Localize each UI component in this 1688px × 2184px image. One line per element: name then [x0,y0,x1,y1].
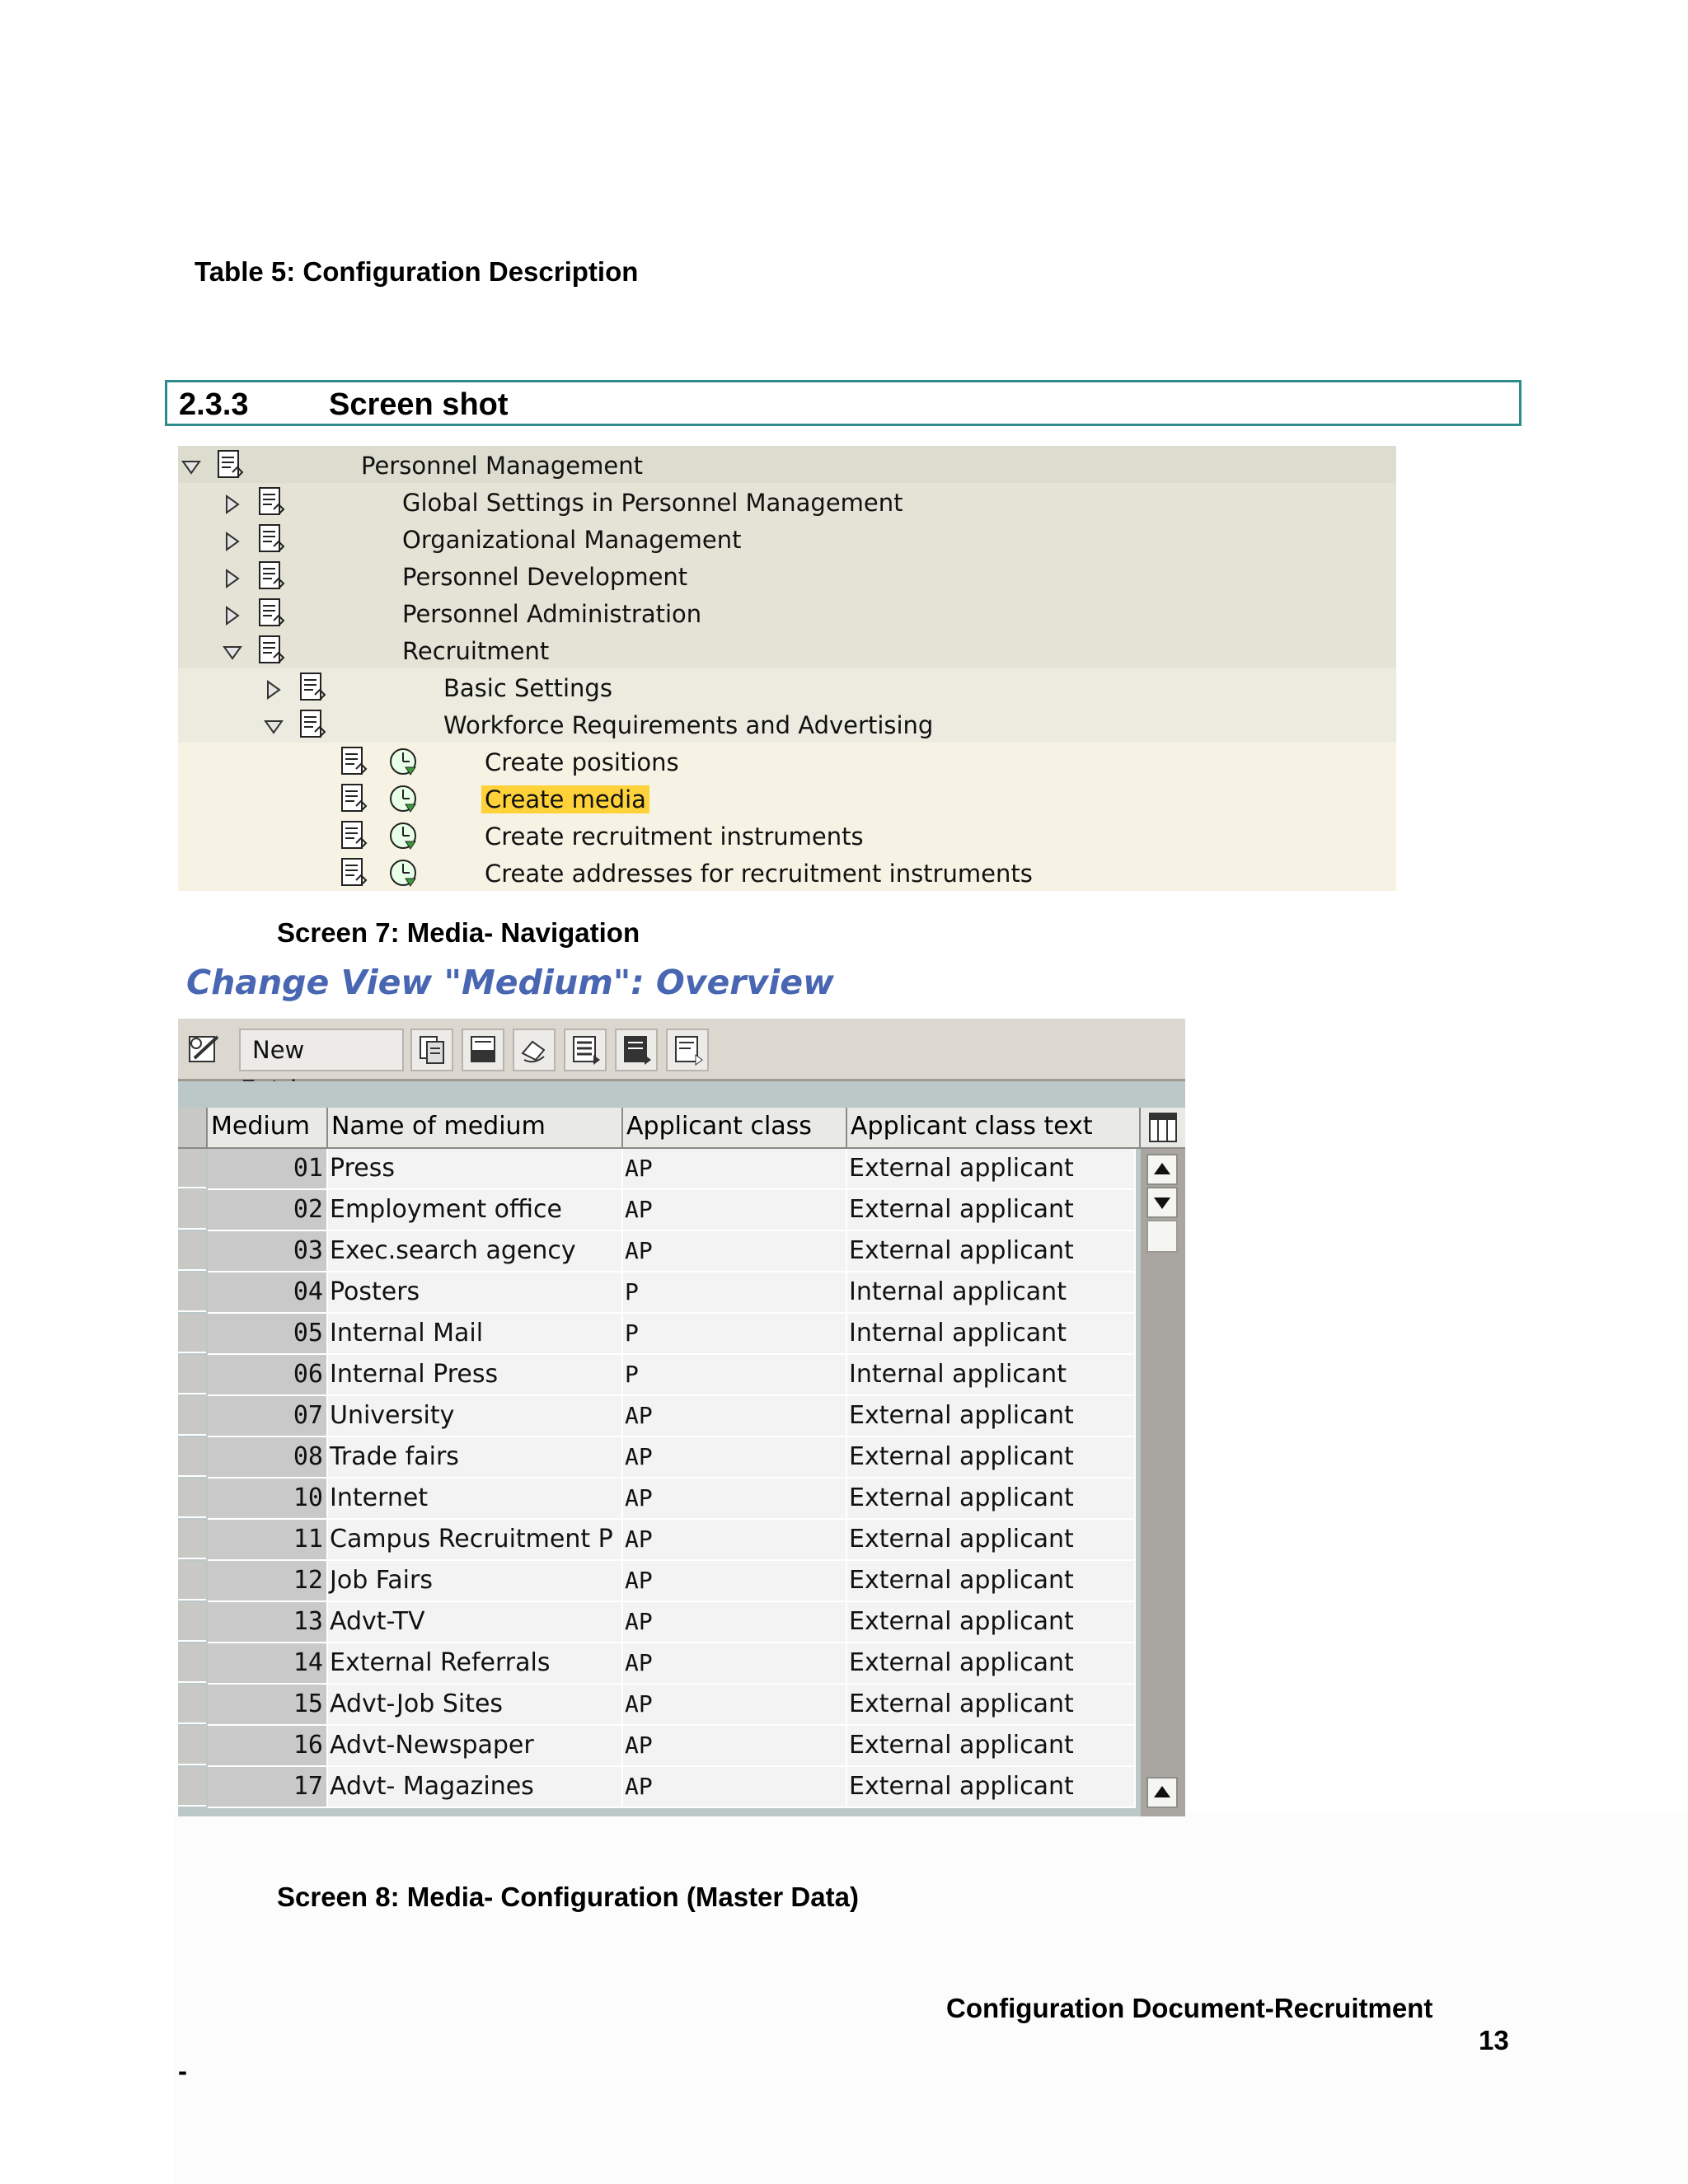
name-of-medium-cell[interactable]: Press [328,1149,623,1190]
applicant-class-text-cell: External applicant [847,1479,1136,1520]
tree-activity-label: Create positions [485,748,679,776]
applicant-class-cell[interactable]: AP [623,1561,847,1602]
document-icon [257,486,287,518]
section-number: 2.3.3 [179,387,249,422]
page-number: 13 [1479,2025,1509,2055]
tree-node-personnel-development[interactable] [178,557,1396,594]
row-selector[interactable] [178,1767,206,1807]
document-icon [340,783,369,814]
name-of-medium-cell[interactable]: Job Fairs [328,1561,623,1602]
column-header-medium[interactable]: Medium [208,1108,328,1149]
tree-node-personnel-management[interactable] [178,446,1396,483]
medium-table [178,1108,1185,1816]
vertical-scrollbar[interactable] [1141,1108,1185,1816]
scroll-down-icon[interactable] [1146,1187,1178,1218]
select-all-icon[interactable] [564,1029,607,1071]
applicant-class-text-cell: External applicant [847,1726,1136,1767]
execute-activity-icon[interactable] [387,783,419,814]
row-selector[interactable] [178,1272,206,1312]
medium-cell: 10 [208,1479,328,1520]
applicant-class-text-cell: External applicant [847,1685,1136,1726]
column-header-applicant-class-text[interactable]: Applicant class text [847,1108,1141,1149]
scroll-thumb[interactable] [1146,1220,1178,1253]
document-icon [257,523,287,555]
medium-cell: 01 [208,1149,328,1190]
tree-node-label: Workforce Requirements and Advertising [443,711,934,739]
name-of-medium-cell[interactable]: Posters [328,1272,623,1314]
collapsed-triangle-icon[interactable] [223,492,242,512]
applicant-class-cell[interactable]: AP [623,1231,847,1272]
select-block-icon[interactable] [615,1029,658,1071]
footer-document-title: Configuration Document-Recruitment [946,1993,1433,2023]
name-of-medium-cell[interactable]: University [328,1396,623,1437]
column-settings-icon[interactable] [1141,1108,1185,1149]
page-background-shade [173,1813,1688,2184]
section-title: Screen shot [329,387,509,422]
applicant-class-text-cell: External applicant [847,1149,1136,1190]
tree-node-label: Recruitment [402,637,550,665]
document-icon [298,709,328,740]
applicant-class-text-cell: External applicant [847,1396,1136,1437]
medium-cell: 08 [208,1437,328,1479]
new-entries-button[interactable] [239,1029,404,1071]
document-icon [340,820,369,851]
tree-node-recruitment[interactable] [178,631,1396,668]
applicant-class-text-cell: External applicant [847,1643,1136,1685]
applicant-class-cell[interactable]: AP [623,1726,847,1767]
section-heading [165,380,1522,426]
application-toolbar [178,1019,1185,1081]
view-title: Change View "Medium": Overview [186,963,834,1002]
name-of-medium-cell[interactable]: Internal Press [328,1355,623,1396]
copy-as-icon[interactable] [410,1029,453,1071]
deselect-all-icon[interactable] [666,1029,709,1071]
document-icon [257,560,287,592]
applicant-class-cell[interactable]: AP [623,1685,847,1726]
expanded-triangle-icon[interactable] [264,715,284,734]
tree-node-global-settings[interactable] [178,483,1396,520]
name-of-medium-cell[interactable]: Advt- Magazines [328,1767,623,1808]
row-selector[interactable] [178,1437,206,1477]
tree-activity-create-positions[interactable] [178,743,1396,780]
collapsed-triangle-icon[interactable] [223,566,242,586]
applicant-class-cell[interactable]: AP [623,1520,847,1561]
name-of-medium-cell[interactable]: Trade fairs [328,1437,623,1479]
execute-activity-icon[interactable] [387,820,419,851]
document-icon [340,857,369,888]
applicant-class-cell[interactable]: AP [623,1602,847,1643]
medium-cell: 07 [208,1396,328,1437]
footer-dash: - [178,2055,187,2086]
tree-node-basic-settings[interactable] [178,668,1396,705]
tree-node-label: Organizational Management [402,526,742,554]
row-selector[interactable] [178,1190,206,1230]
medium-cell: 03 [208,1231,328,1272]
tree-node-organizational-management[interactable] [178,520,1396,557]
medium-cell: 12 [208,1561,328,1602]
document-icon [257,635,287,666]
name-of-medium-cell[interactable]: Campus Recruitment P [328,1520,623,1561]
tree-node-label: Global Settings in Personnel Management [402,489,903,517]
row-selector[interactable] [178,1520,206,1559]
name-of-medium-cell[interactable]: Employment office [328,1190,623,1231]
medium-cell: 15 [208,1685,328,1726]
name-of-medium-cell[interactable]: Advt-Newspaper [328,1726,623,1767]
medium-cell: 06 [208,1355,328,1396]
collapsed-triangle-icon[interactable] [223,529,242,549]
applicant-class-text-cell: External applicant [847,1190,1136,1231]
medium-cell: 02 [208,1190,328,1231]
document-icon [216,449,246,480]
column-header-name-of-medium[interactable]: Name of medium [328,1108,623,1149]
applicant-class-text-cell: External applicant [847,1602,1136,1643]
img-navigation-tree [178,446,1396,899]
medium-cell: 16 [208,1726,328,1767]
undo-change-icon[interactable] [513,1029,556,1071]
applicant-class-text-cell: Internal applicant [847,1355,1136,1396]
row-selector[interactable] [178,1685,206,1724]
tree-node-label: Personnel Management [361,452,643,480]
applicant-class-cell[interactable]: AP [623,1149,847,1190]
applicant-class-cell[interactable]: P [623,1355,847,1396]
applicant-class-text-cell: Internal applicant [847,1272,1136,1314]
applicant-class-cell[interactable]: AP [623,1479,847,1520]
name-of-medium-cell[interactable]: Advt-TV [328,1602,623,1643]
tree-activity-label: Create addresses for recruitment instruments [485,860,1033,888]
row-selector[interactable] [178,1314,206,1353]
document-icon [257,598,287,629]
tree-node-personnel-administration[interactable] [178,594,1396,631]
tree-node-label: Personnel Development [402,563,688,591]
medium-cell: 17 [208,1767,328,1808]
row-selector[interactable] [178,1231,206,1271]
row-selector[interactable] [178,1602,206,1642]
new-entries-label: New [252,1036,305,1064]
applicant-class-text-cell: External applicant [847,1767,1136,1808]
tree-activity-create-media[interactable] [178,780,1396,817]
name-of-medium-cell[interactable]: Internet [328,1479,623,1520]
applicant-class-cell[interactable]: AP [623,1767,847,1808]
row-selector[interactable] [178,1643,206,1683]
applicant-class-cell[interactable]: AP [623,1643,847,1685]
applicant-class-text-cell: External applicant [847,1437,1136,1479]
tree-node-label: Personnel Administration [402,600,702,628]
tree-node-workforce-requirements[interactable] [178,705,1396,743]
expanded-triangle-icon[interactable] [181,455,201,475]
execute-activity-icon[interactable] [387,857,419,888]
document-icon [340,746,369,777]
row-selector[interactable] [178,1561,206,1601]
name-of-medium-cell[interactable]: Exec.search agency [328,1231,623,1272]
screen8-caption: Screen 8: Media- Configuration (Master Data) [277,1882,859,1912]
medium-cell: 04 [208,1272,328,1314]
tree-activity-label: Create recruitment instruments [485,823,864,851]
applicant-class-cell[interactable]: P [623,1314,847,1355]
applicant-class-text-cell: External applicant [847,1561,1136,1602]
document-icon [298,672,328,703]
medium-cell: 13 [208,1602,328,1643]
applicant-class-text-cell: External applicant [847,1231,1136,1272]
tree-activity-create-recruitment-instruments[interactable] [178,817,1396,854]
screen7-caption: Screen 7: Media- Navigation [277,917,640,948]
medium-cell: 14 [208,1643,328,1685]
applicant-class-cell[interactable]: AP [623,1396,847,1437]
tree-activity-create-addresses[interactable] [178,854,1396,891]
tree-activity-label-selected: Create media [481,785,649,813]
name-of-medium-cell[interactable]: Internal Mail [328,1314,623,1355]
tree-node-label: Basic Settings [443,674,612,702]
scroll-up-icon[interactable] [1146,1154,1178,1185]
applicant-class-cell[interactable]: P [623,1272,847,1314]
row-selector[interactable] [178,1355,206,1394]
applicant-class-text-cell: External applicant [847,1520,1136,1561]
display-change-icon[interactable] [183,1029,226,1071]
column-header-applicant-class[interactable]: Applicant class [623,1108,847,1149]
applicant-class-cell[interactable]: AP [623,1190,847,1231]
collapsed-triangle-icon[interactable] [223,603,242,623]
applicant-class-text-cell: Internal applicant [847,1314,1136,1355]
execute-activity-icon[interactable] [387,746,419,777]
expanded-triangle-icon[interactable] [223,640,242,660]
medium-cell: 11 [208,1520,328,1561]
name-of-medium-cell[interactable]: External Referrals [328,1643,623,1685]
table-caption: Table 5: Configuration Description [195,256,639,287]
medium-cell: 05 [208,1314,328,1355]
row-selector[interactable] [178,1479,206,1518]
scroll-page-up-icon[interactable] [1146,1777,1178,1808]
name-of-medium-cell[interactable]: Advt-Job Sites [328,1685,623,1726]
row-selector[interactable] [178,1396,206,1436]
select-all-rows-cell[interactable] [178,1108,208,1149]
applicant-class-cell[interactable]: AP [623,1437,847,1479]
collapsed-triangle-icon[interactable] [264,677,284,697]
delete-icon[interactable] [462,1029,504,1071]
row-selector[interactable] [178,1149,206,1188]
row-selector[interactable] [178,1726,206,1765]
